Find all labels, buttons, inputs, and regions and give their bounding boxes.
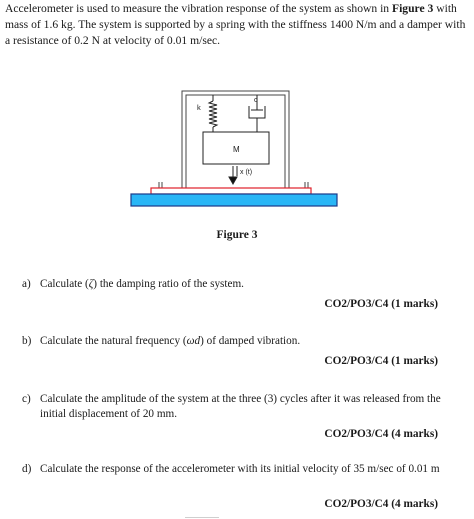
page-divider bbox=[185, 517, 219, 518]
question-b bbox=[22, 334, 462, 349]
question-c-label: c) bbox=[22, 393, 31, 405]
question-b-text-start: Calculate the natural frequency ( bbox=[40, 335, 187, 347]
question-a-marks: CO2/PO3/C4 (1 marks) bbox=[324, 298, 438, 310]
question-b-text-end: ) of damped vibration. bbox=[200, 335, 301, 347]
question-a bbox=[22, 277, 462, 292]
question-d-marks: CO2/PO3/C4 (4 marks) bbox=[324, 498, 438, 510]
spring-label: k bbox=[197, 103, 201, 112]
question-d bbox=[22, 462, 462, 477]
displacement-label: x (t) bbox=[240, 169, 253, 176]
question-c-text: Calculate the amplitude of the system at the three (3) cycles after it was released from the initial displacement of 20 mm. bbox=[40, 393, 441, 420]
question-b-label: b) bbox=[22, 335, 32, 347]
spring bbox=[209, 95, 217, 132]
question-b-marks: CO2/PO3/C4 (1 marks) bbox=[324, 355, 438, 367]
damper-label: c bbox=[254, 97, 258, 104]
displacement-arrow bbox=[229, 166, 237, 184]
intro-text-1: Accelerometer is used to measure the vibration response of the system as shown in bbox=[5, 2, 392, 15]
problem-statement bbox=[5, 1, 467, 49]
accelerometer-diagram bbox=[125, 86, 350, 214]
question-a-text-end: ) the damping ratio of the system. bbox=[93, 278, 244, 290]
intro-text-2: with mass of 1.6 kg. The system is supported by a spring with the stiffness 1400 N/m and a damper with a resistance of 0.2 N at velocity of 0.01 m/sec. bbox=[5, 2, 466, 47]
question-d-text: Calculate the response of the accelerometer with its initial velocity of 35 m/sec of 0.01 m bbox=[40, 463, 440, 475]
question-c-marks: CO2/PO3/C4 (4 marks) bbox=[324, 428, 438, 440]
zeta-symbol: ζ bbox=[88, 278, 94, 290]
question-a-text-start: Calculate ( bbox=[40, 278, 89, 290]
omega-d-symbol: ωd bbox=[186, 335, 201, 347]
question-a-text bbox=[40, 277, 462, 292]
question-b-text bbox=[40, 334, 462, 349]
question-d-label: d) bbox=[22, 463, 32, 475]
mass-label: M bbox=[233, 145, 240, 154]
question-c bbox=[22, 392, 462, 422]
platform bbox=[151, 188, 311, 194]
figure-reference: Figure 3 bbox=[392, 2, 434, 15]
figure-caption: Figure 3 bbox=[216, 229, 258, 241]
question-a-label: a) bbox=[22, 278, 31, 290]
vibrating-base bbox=[131, 194, 337, 206]
